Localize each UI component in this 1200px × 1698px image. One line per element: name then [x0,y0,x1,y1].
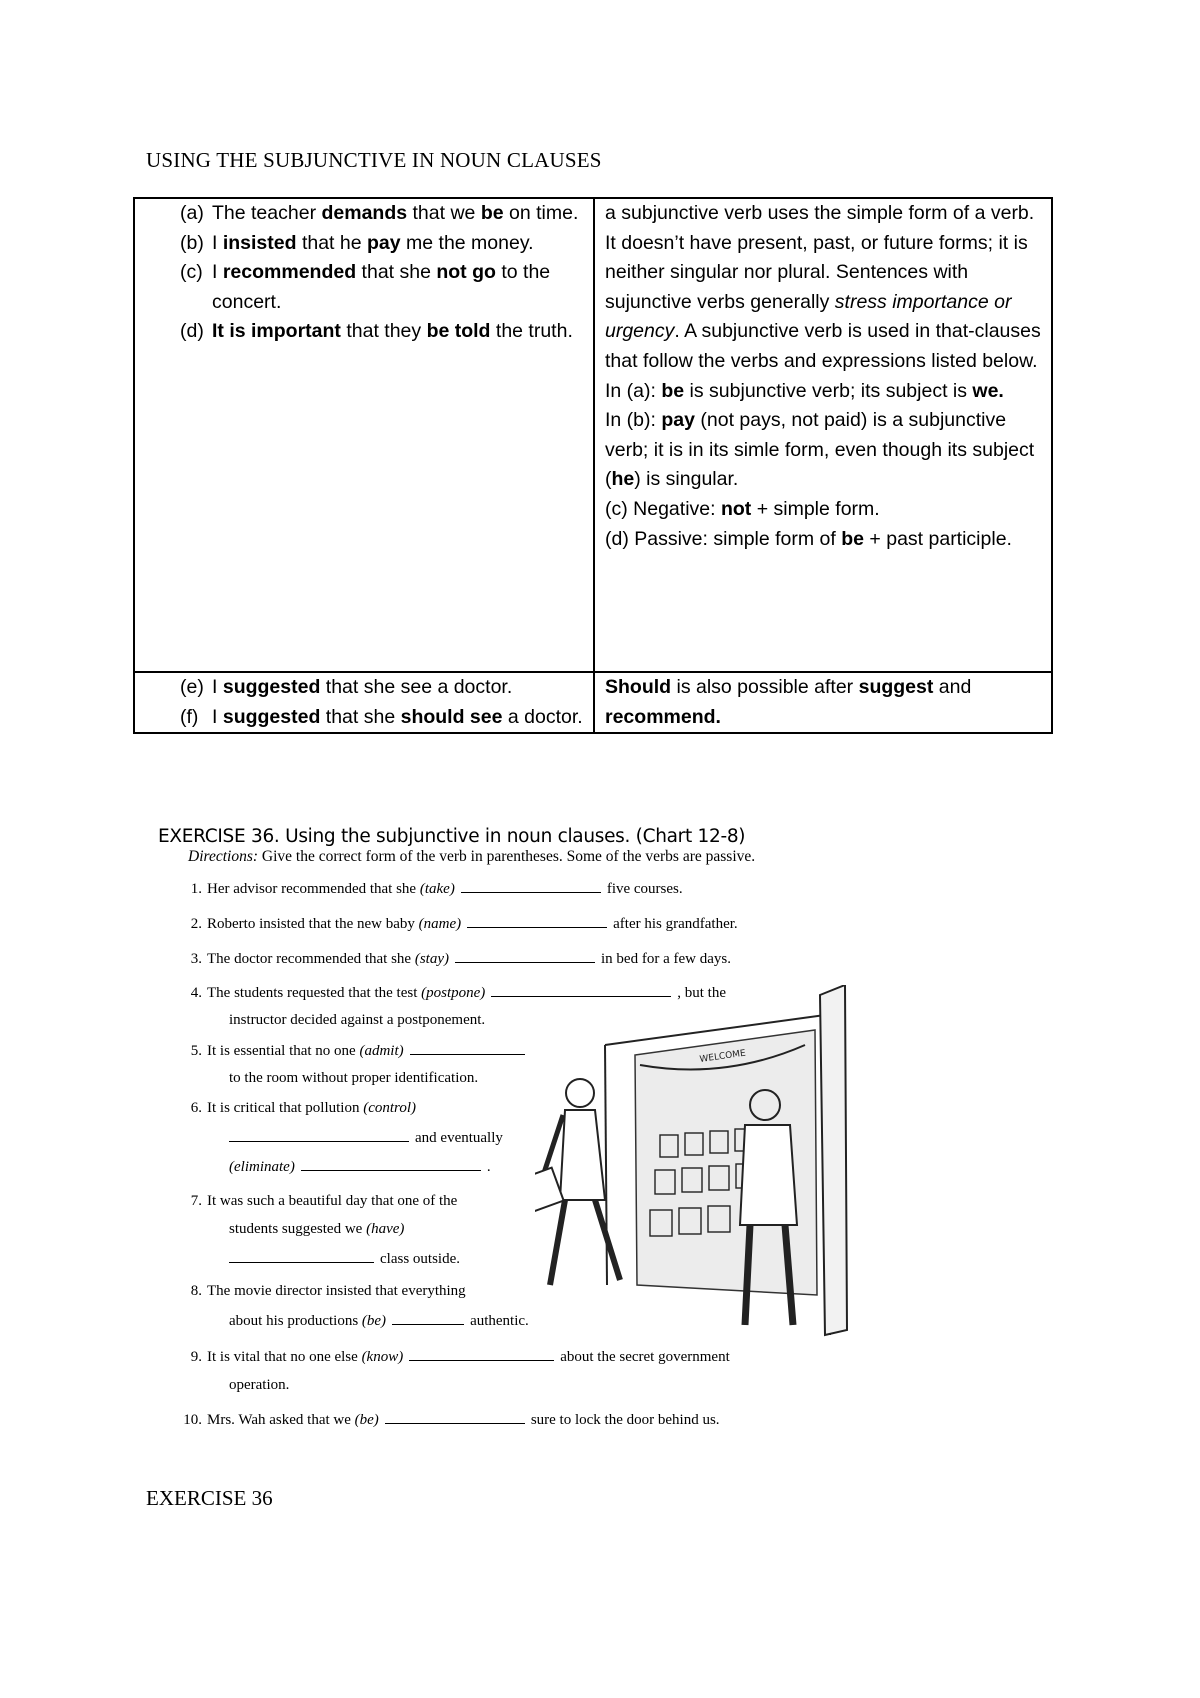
example-d: (d) It is important that they be told the truth. [180,320,573,343]
footer-label: EXERCISE 36 [146,1486,273,1510]
page-heading: USING THE SUBJUNCTIVE IN NOUN CLAUSES [146,148,602,172]
answer-blank[interactable] [455,950,595,963]
explanation-d: (d) Passive: simple form of be + past participle. [605,527,1012,550]
exercise-item: 2. Roberto insisted that the new baby (name) after his grandfather. [190,916,738,932]
answer-blank[interactable] [409,1348,554,1361]
answer-blank[interactable] [392,1312,464,1325]
exercise-title: EXERCISE 36. Using the subjunctive in noun clauses. (Chart 12-8) [158,826,746,847]
exercise-item-continuation: operation. [229,1377,290,1393]
exercise-item-continuation: instructor decided against a postponement. [229,1012,486,1028]
exercise-item: 1. Her advisor recommended that she (take) five courses. [190,881,683,897]
exercise-item-continuation: (eliminate) . [229,1159,491,1175]
exercise-directions: Directions: Give the correct form of the verb in parentheses. Some of the verbs are passive. [188,848,756,865]
explanation-c: (c) Negative: not + simple form. [605,497,880,520]
exercise-item: 9. It is vital that no one else (know) about the secret government [190,1349,730,1365]
exercise-item: 10. Mrs. Wah asked that we (be) sure to lock the door behind us. [183,1412,720,1428]
example-e: (e) I suggested that she see a doctor. [180,676,513,698]
example-a: (a) The teacher demands that we be on time. [180,202,579,224]
exercise-item: 3. The doctor recommended that she (stay) in bed for a few days. [190,951,731,967]
example-c: (c) I recommended that she not go to the concert. [180,261,551,313]
example-b: (b) I insisted that he pay me the money. [180,231,534,254]
welcome-sign: WELCOME [699,1048,747,1065]
exercise-item: 6. It is critical that pollution (control) [190,1100,416,1116]
answer-blank[interactable] [301,1158,481,1171]
classroom-doorway-illustration [535,985,855,1345]
answer-blank[interactable] [385,1411,525,1424]
should-note: Should is also possible after suggest and recommend. [605,676,972,728]
explanation-paragraph: a subjunctive verb uses the simple form of a verb. It doesn’t have present, past, or future forms; it is neither singular nor plural. Sentences with sujunctive verbs generally stress importance or urgency. A subjunctive verb is used in that-clauses that follow the verbs and expressions listed below. [605,202,1041,372]
exercise-item: 4. The students requested that the test (postpone) , but the [190,985,727,1001]
example-f: (f) I suggested that she should see a doctor. [180,705,583,728]
explanation-b: In (b): pay (not pays, not paid) is a subjunctive verb; it is in its simle form, even though its subject (he) is singular. [605,409,1035,491]
exercise-item-continuation: to the room without proper identification. [229,1070,479,1086]
exercise-item-continuation: students suggested we (have) [229,1221,405,1237]
exercise-item: 5. It is essential that no one (admit) [180,1042,531,1060]
explanation-a: In (a): be is subjunctive verb; its subject is we. [605,379,1004,402]
exercise-item-continuation: and eventually [229,1129,503,1147]
exercise-item: 8. The movie director insisted that everything [190,1283,466,1299]
answer-blank[interactable] [229,1129,409,1142]
exercise-item-continuation: class outside. [229,1250,460,1268]
exercise-item: 7. It was such a beautiful day that one of the [190,1193,458,1209]
answer-blank[interactable] [229,1250,374,1263]
answer-blank[interactable] [467,915,607,928]
answer-blank[interactable] [410,1042,525,1055]
exercise-item-continuation: about his productions (be) authentic. [229,1313,529,1329]
answer-blank[interactable] [461,880,601,893]
